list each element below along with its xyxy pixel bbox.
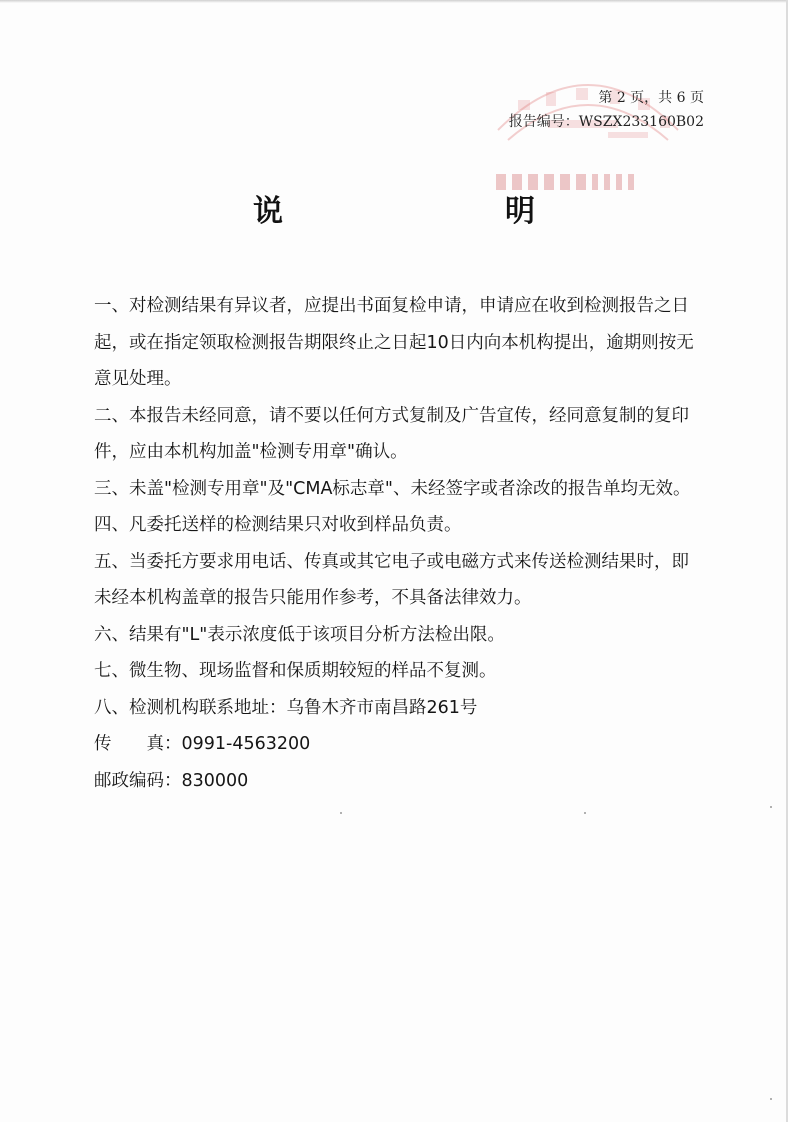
note-item: 四、凡委托送样的检测结果只对收到样品负责。 <box>94 515 462 535</box>
note-item: 五、当委托方要求用电话、传真或其它电子或电磁方式来传送检测结果时，即未经本机构盖章的报告只能用作参考，不具备法律效力。 <box>94 551 689 608</box>
report-header-meta <box>509 86 704 134</box>
scan-speck <box>340 812 342 814</box>
fax-line: 传 真：0991-4563200 <box>94 734 311 754</box>
note-item: 一、对检测结果有异议者，应提出书面复检申请，申请应在收到检测报告之日起，或在指定领取检测报告期限终止之日起10日内向本机构提出，逾期则按无意见处理。 <box>94 296 694 389</box>
postcode-line: 邮政编码：830000 <box>94 770 249 791</box>
note-item: 八、检测机构联系地址：乌鲁木齐市南昌路261号 <box>94 697 478 718</box>
page-number: 第 2 页，共 6 页 <box>598 90 704 106</box>
note-item: 二、本报告未经同意，请不要以任何方式复制及广告宣传，经同意复制的复印件，应由本机构加盖"检测专用章"确认。 <box>94 405 689 462</box>
scan-speck <box>584 812 586 814</box>
scan-speck <box>770 806 772 808</box>
note-item: 七、微生物、现场监督和保质期较短的样品不复测。 <box>94 661 497 681</box>
note-item: 三、未盖"检测专用章"及"CMA标志章"、未经签字或者涂改的报告单均无效。 <box>94 478 691 499</box>
scan-speck <box>770 1098 772 1100</box>
page-title: 说 明 <box>253 194 631 229</box>
note-item: 六、结果有"L"表示浓度低于该项目分析方法检出限。 <box>94 624 505 645</box>
scan-edge-top <box>0 0 788 3</box>
report-number: 报告编号：WSZX233160B02 <box>508 114 704 130</box>
notes-list <box>94 288 704 799</box>
